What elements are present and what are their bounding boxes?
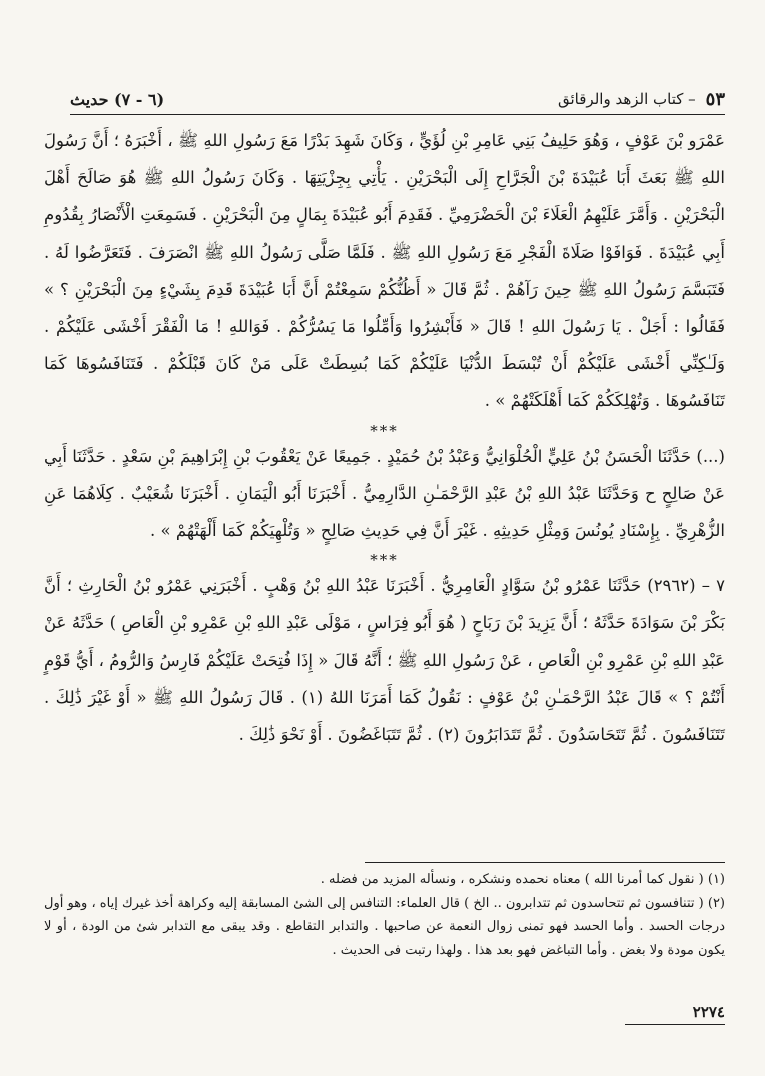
footnotes xyxy=(44,868,725,962)
page-header xyxy=(70,86,725,112)
section-separator-1: *** xyxy=(370,421,399,440)
header-page-number: ٥٣ xyxy=(705,88,725,110)
header-right xyxy=(558,89,725,110)
footnote-1: (١) ( نقول كما أمرنا الله ) معناه نحمده ونشكره ، ونسأله المزيد من فضله . xyxy=(320,872,725,887)
main-text xyxy=(44,122,725,753)
header-book-title: – كتاب الزهد والرقائق xyxy=(558,90,696,108)
footnote-2: (٢) ( تتنافسون ثم تتحاسدون ثم تتدابرون .. الخ ) قال العلماء: التنافس إلى الشئ المسابقة إليه وكراهة أخذ غيرك إياه ، وهو أول درجات الحسد . وأما الحسد فهو تمنى زوال النعمة عن صاحبها . والتدابر التقاطع . وقد يبقى مع التدابر شئ من الودة ، أو لا يكون مودة ولا بغض . وأما التباغض فهو بعد هذا . ولهذا رتبت فى الحديث . xyxy=(44,895,725,958)
footnote-rule xyxy=(365,862,725,863)
header-hadith-range: (٦ - ٧) حديث xyxy=(70,89,165,109)
footer-page-number: ٢٢٧٤ xyxy=(692,1003,725,1021)
header-rule xyxy=(70,114,725,115)
section-separator-2: *** xyxy=(370,551,399,570)
paragraph-1: عَمْرَو بْنَ عَوْفٍ ، وَهُوَ حَلِيفُ بَنِي عَامِرِ بْنِ لُؤَيٍّ ، وَكَانَ شَهِدَ بَدْرًا مَعَ رَسُولِ اللهِ ﷺ ، أَخْبَرَهُ ؛ أَنَّ رَسُولَ اللهِ ﷺ بَعَثَ أَبَا عُبَيْدَةَ بْنَ الْجَرَّاحِ إِلَى الْبَحْرَيْنِ . يَأْتِي بِجِزْيَتِهَا . وَكَانَ رَسُولُ اللهِ ﷺ هُوَ صَالَحَ أَهْلَ الْبَحْرَيْنِ . وَأَمَّرَ عَلَيْهِمُ الْعَلَاءَ بْنَ الْحَضْرَمِيِّ . فَقَدِمَ أَبُو عُبَيْدَةَ بِمَالٍ مِنَ الْبَحْرَيْنِ . فَسَمِعَتِ الْأَنْصَارُ بِقُدُومِ أَبِي عُبَيْدَةَ . فَوَافَوْا صَلَاةَ الْفَجْرِ مَعَ رَسُولِ اللهِ ﷺ . فَلَمَّا صَلَّى رَسُولُ اللهِ ﷺ انْصَرَفَ . فَتَعَرَّضُوا لَهُ . فَتَبَسَّمَ رَسُولُ اللهِ ﷺ حِينَ رَآهُمْ . ثُمَّ قَالَ « أَظُنُّكُمْ سَمِعْتُمْ أَنَّ أَبَا عُبَيْدَةَ قَدِمَ بِشَيْءٍ مِنَ الْبَحْرَيْنِ ؟ » فَقَالُوا : أَجَلْ . يَا رَسُولَ اللهِ ! قَالَ « فَأَبْشِرُوا وَأَمِّلُوا مَا يَسُرُّكُمْ . فَوَاللهِ ! مَا الْفَقْرَ أَخْشَى عَلَيْكُمْ . وَلَـٰكِنِّي أَخْشَى عَلَيْكُمْ أَنْ تُبْسَطَ الدُّنْيَا عَلَيْكُمْ كَمَا بُسِطَتْ عَلَى مَنْ كَانَ قَبْلَكُمْ . فَتَنَافَسُوهَا كَمَا تَنَافَسُوهَا . وَتُهْلِكَكُمْ كَمَا أَهْلَكَتْهُمْ » . xyxy=(44,131,725,411)
paragraph-3: ٧ – (٢٩٦٢) حَدَّثَنَا عَمْرُو بْنُ سَوَّادٍ الْعَامِرِيُّ . أَخْبَرَنَا عَبْدُ اللهِ بْنُ وَهْبٍ . أَخْبَرَنِي عَمْرُو بْنُ الْحَارِثِ ؛ أَنَّ بَكْرَ بْنَ سَوَادَةَ حَدَّثَهُ ؛ أَنَّ يَزِيدَ بْنَ رَبَاحٍ ( هُوَ أَبُو فِرَاسٍ ، مَوْلَى عَبْدِ اللهِ بْنِ عَمْرِو بْنِ الْعَاصِ ) حَدَّثَهُ عَنْ عَبْدِ اللهِ بْنِ عَمْرِو بْنِ الْعَاصِ ، عَنْ رَسُولِ اللهِ ﷺ ؛ أَنَّهُ قَالَ « إِذَا فُتِحَتْ عَلَيْكُمْ فَارِسُ وَالرُّومُ ، أَيُّ قَوْمٍ أَنْتُمْ ؟ » قَالَ عَبْدُ الرَّحْمَـٰنِ بْنُ عَوْفٍ : نَقُولُ كَمَا أَمَرَنَا اللهُ (١) . قَالَ رَسُولُ اللهِ ﷺ « أَوْ غَيْرَ ذَٰلِكَ . تَتَنَافَسُونَ . ثُمَّ تَتَحَاسَدُونَ . ثُمَّ تَتَدَابَرُونَ (٢) . ثُمَّ تَتَبَاغَضُونَ . أَوْ نَحْوَ ذَٰلِكَ . xyxy=(44,576,725,745)
footer-rule xyxy=(625,1024,725,1025)
paragraph-2: (...) حَدَّثَنَا الْحَسَنُ بْنُ عَلِيٍّ الْحُلْوَانِيُّ وَعَبْدُ بْنُ حُمَيْدٍ . جَمِيعًا عَنْ يَعْقُوبَ بْنِ إِبْرَاهِيمَ بْنِ سَعْدٍ . حَدَّثَنَا أَبِي عَنْ صَالِحٍ ح وَحَدَّثَنَا عَبْدُ اللهِ بْنُ عَبْدِ الرَّحْمَـٰنِ الدَّارِمِيُّ . أَخْبَرَنَا أَبُو الْيَمَانِ . أَخْبَرَنَا شُعَيْبٌ . كِلَاهُمَا عَنِ الزُّهْرِيِّ . بِإِسْنَادِ يُونُسَ وَمِثْلِ حَدِيثِهِ . غَيْرَ أَنَّ فِي حَدِيثِ صَالِحٍ « وَتُلْهِيَكُمْ كَمَا أَلْهَتْهُمْ » . xyxy=(44,446,725,541)
